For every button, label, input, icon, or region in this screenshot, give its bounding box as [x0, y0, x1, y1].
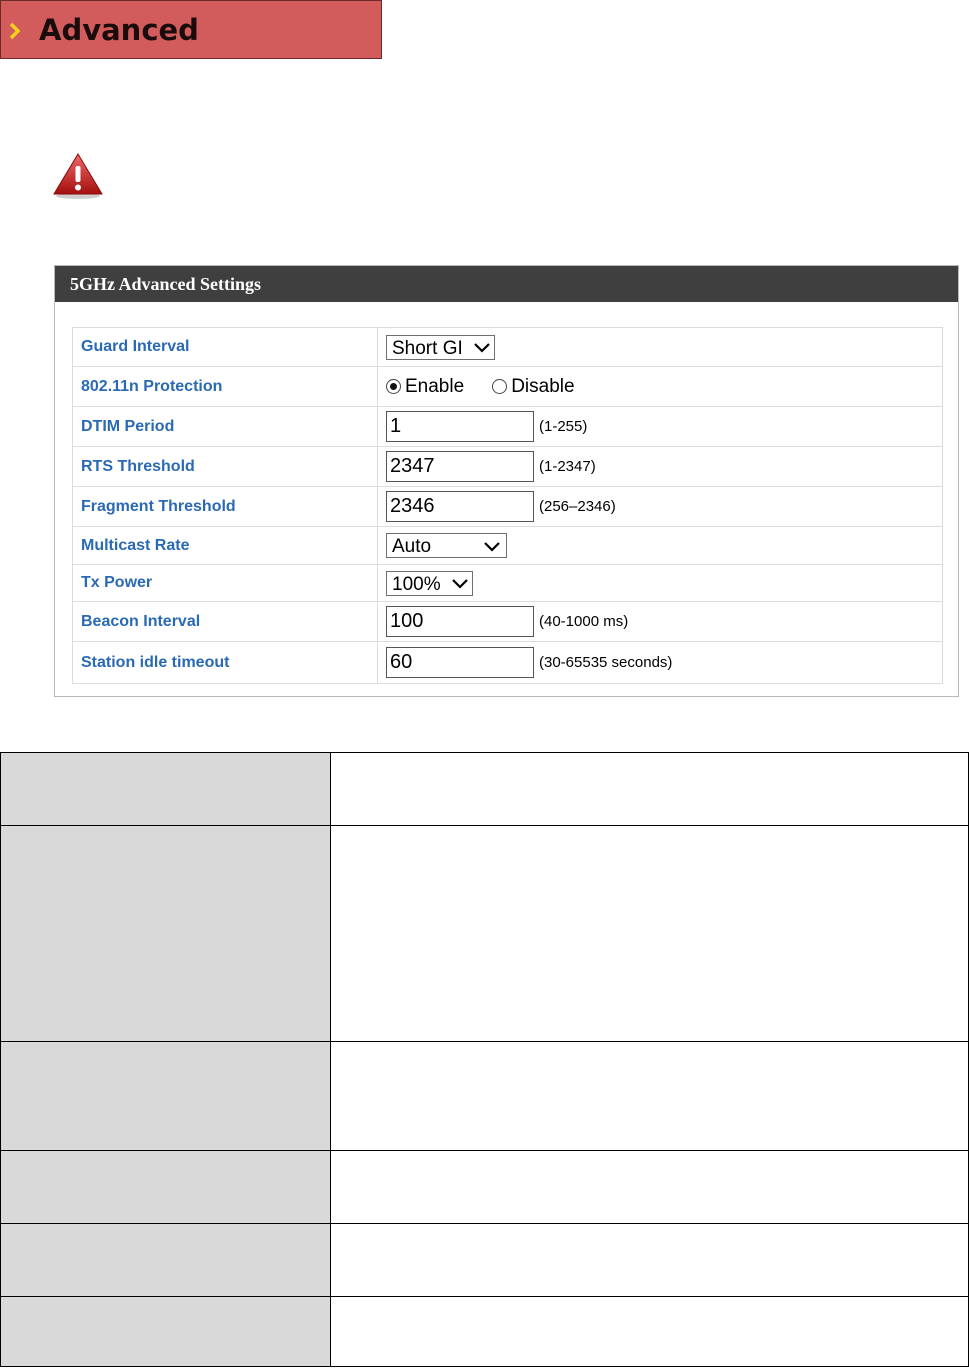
description-table — [0, 752, 969, 1367]
enable-radio[interactable] — [386, 379, 401, 394]
desc-row — [1, 826, 969, 1042]
setting-label: Tx Power — [73, 565, 378, 602]
desc-row — [1, 1151, 969, 1224]
setting-label: Guard Interval — [73, 328, 378, 367]
range-hint: (30-65535 seconds) — [539, 654, 673, 671]
row-guard-interval — [73, 328, 943, 367]
desc-key-cell — [1, 753, 331, 826]
desc-key-cell — [1, 1042, 331, 1151]
row-tx-power — [73, 565, 943, 602]
disable-radio-label: Disable — [511, 375, 575, 397]
desc-key-cell — [1, 1224, 331, 1297]
panel-title: 5GHz Advanced Settings — [55, 266, 958, 302]
row-fragment-threshold — [73, 487, 943, 527]
setting-label: DTIM Period — [73, 407, 378, 447]
desc-key-cell — [1, 826, 331, 1042]
desc-row — [1, 1042, 969, 1151]
desc-row — [1, 1297, 969, 1367]
setting-label: Beacon Interval — [73, 602, 378, 642]
section-banner — [0, 0, 382, 59]
row-80211n-protection — [73, 367, 943, 407]
setting-label: RTS Threshold — [73, 447, 378, 487]
desc-value-cell — [331, 1224, 969, 1297]
select-value: Auto — [392, 536, 432, 557]
select-value: Short GI — [392, 337, 463, 359]
desc-value-cell — [331, 1042, 969, 1151]
disable-radio[interactable] — [492, 379, 507, 394]
desc-row — [1, 753, 969, 826]
row-rts-threshold — [73, 447, 943, 487]
select-value: 100% — [392, 573, 441, 595]
range-hint: (1-255) — [539, 418, 588, 435]
row-multicast-rate — [73, 527, 943, 565]
warning-icon — [52, 152, 104, 200]
fragment-threshold-input[interactable]: 2346 — [386, 491, 534, 522]
desc-value-cell — [331, 1297, 969, 1367]
settings-table — [72, 327, 943, 684]
chevron-down-icon — [484, 542, 500, 552]
beacon-interval-input[interactable]: 100 — [386, 606, 534, 637]
setting-label: Multicast Rate — [73, 527, 378, 565]
desc-key-cell — [1, 1151, 331, 1224]
range-hint: (40-1000 ms) — [539, 613, 629, 630]
chevron-right-icon — [5, 21, 25, 41]
desc-row — [1, 1224, 969, 1297]
station-idle-timeout-input[interactable]: 60 — [386, 647, 534, 678]
section-title: Advanced — [39, 13, 199, 47]
chevron-down-icon — [452, 579, 468, 589]
range-hint: (256–2346) — [539, 498, 616, 515]
desc-value-cell — [331, 1151, 969, 1224]
setting-label: 802.11n Protection — [73, 367, 378, 407]
multicast-rate-select[interactable] — [386, 533, 507, 558]
desc-key-cell — [1, 1297, 331, 1367]
dtim-period-input[interactable]: 1 — [386, 411, 534, 442]
chevron-down-icon — [474, 343, 490, 353]
settings-panel — [54, 265, 959, 697]
rts-threshold-input[interactable]: 2347 — [386, 451, 534, 482]
setting-label: Station idle timeout — [73, 642, 378, 684]
desc-value-cell — [331, 753, 969, 826]
row-dtim-period — [73, 407, 943, 447]
setting-label: Fragment Threshold — [73, 487, 378, 527]
tx-power-select[interactable] — [386, 571, 473, 596]
enable-radio-label: Enable — [405, 375, 465, 397]
range-hint: (1-2347) — [539, 458, 596, 475]
row-beacon-interval — [73, 602, 943, 642]
guard-interval-select[interactable] — [386, 335, 495, 360]
desc-value-cell — [331, 826, 969, 1042]
row-station-idle-timeout — [73, 642, 943, 684]
